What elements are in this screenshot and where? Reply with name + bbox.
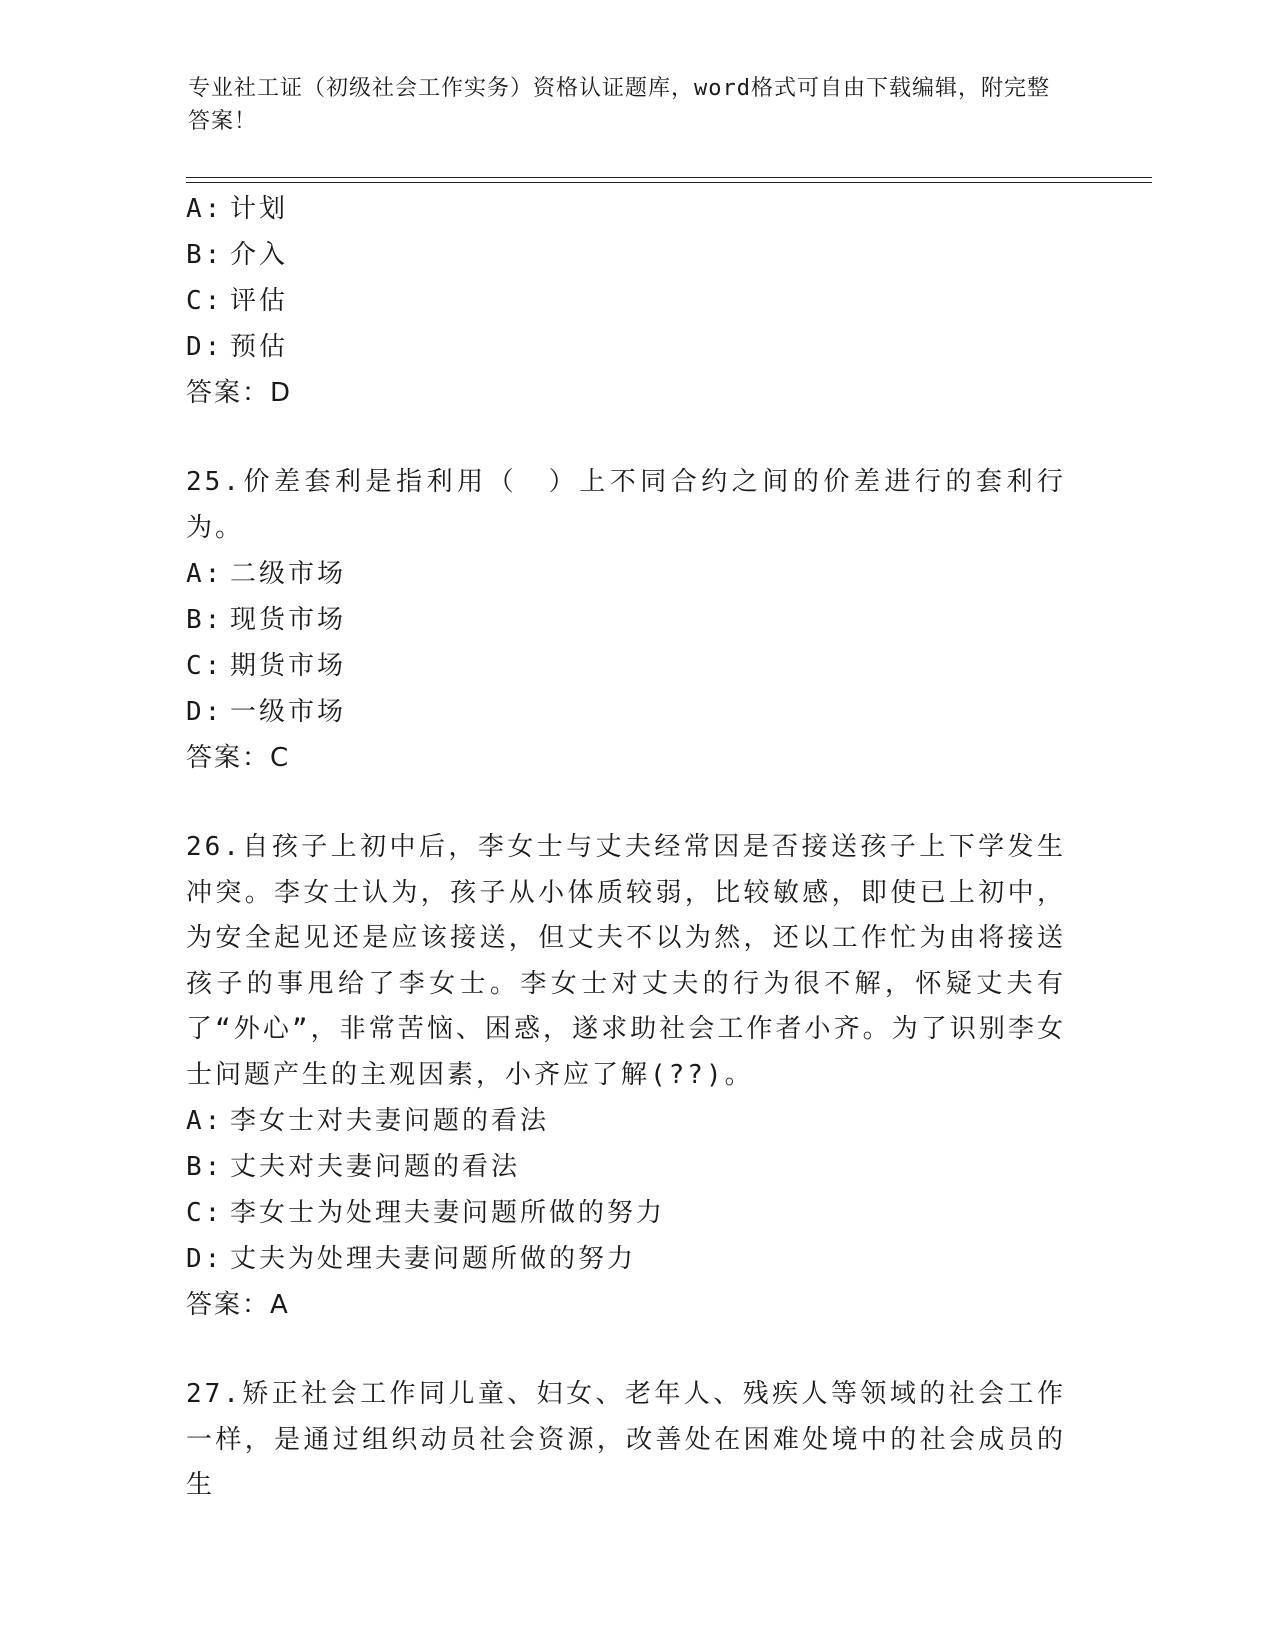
header-rule-top <box>186 177 1152 178</box>
option-a: A: 李女士对夫妻问题的看法 <box>186 1106 550 1136</box>
answer-25: 答案：C <box>186 743 291 773</box>
question-27 <box>186 1372 1086 1509</box>
option-b: B: 介入 <box>186 240 289 270</box>
question-25-text: 25.价差套利是指利用（ ）上不同合约之间的价差进行的套利行为。 <box>186 467 1066 543</box>
option-d: D: 一级市场 <box>186 697 347 727</box>
option-d: D: 丈夫为处理夫妻问题所做的努力 <box>186 1244 637 1274</box>
option-c: C: 评估 <box>186 286 289 316</box>
option-c: C: 期货市场 <box>186 651 347 681</box>
header-rule-bottom <box>186 182 1152 183</box>
answer-26: 答案：A <box>186 1290 290 1320</box>
question-27-text: 27.矫正社会工作同儿童、妇女、老年人、残疾人等领域的社会工作一样，是通过组织动员社会资源，改善处在困难处境中的社会成员的生 <box>186 1379 1066 1500</box>
question-26-text: 26.自孩子上初中后，李女士与丈夫经常因是否接送孩子上下学发生冲突。李女士认为，孩子从小体质较弱，比较敏感，即使已上初中，为安全起见还是应该接送，但丈夫不以为然，还以工作忙为由将接送孩子的事甩给了李女士。李女士对丈夫的行为很不解，怀疑丈夫有了“外心”，非常苦恼、困惑，遂求助社会工作者小齐。为了识别李女士问题产生的主观因素，小齐应了解(??)。 <box>186 832 1066 1090</box>
question-content <box>186 186 1086 1509</box>
question-26 <box>186 825 1086 1328</box>
option-b: B: 现货市场 <box>186 605 347 635</box>
question-25 <box>186 460 1086 781</box>
option-a: A: 计划 <box>186 194 289 224</box>
document-header: 专业社工证（初级社会工作实务）资格认证题库，word格式可自由下载编辑，附完整答案！ <box>188 76 1050 134</box>
option-d: D: 预估 <box>186 332 289 362</box>
option-b: B: 丈夫对夫妻问题的看法 <box>186 1152 521 1182</box>
option-c: C: 李女士为处理夫妻问题所做的努力 <box>186 1198 666 1228</box>
question-24-options <box>186 186 1086 416</box>
answer-24: 答案：D <box>186 378 293 408</box>
option-a: A: 二级市场 <box>186 559 347 589</box>
